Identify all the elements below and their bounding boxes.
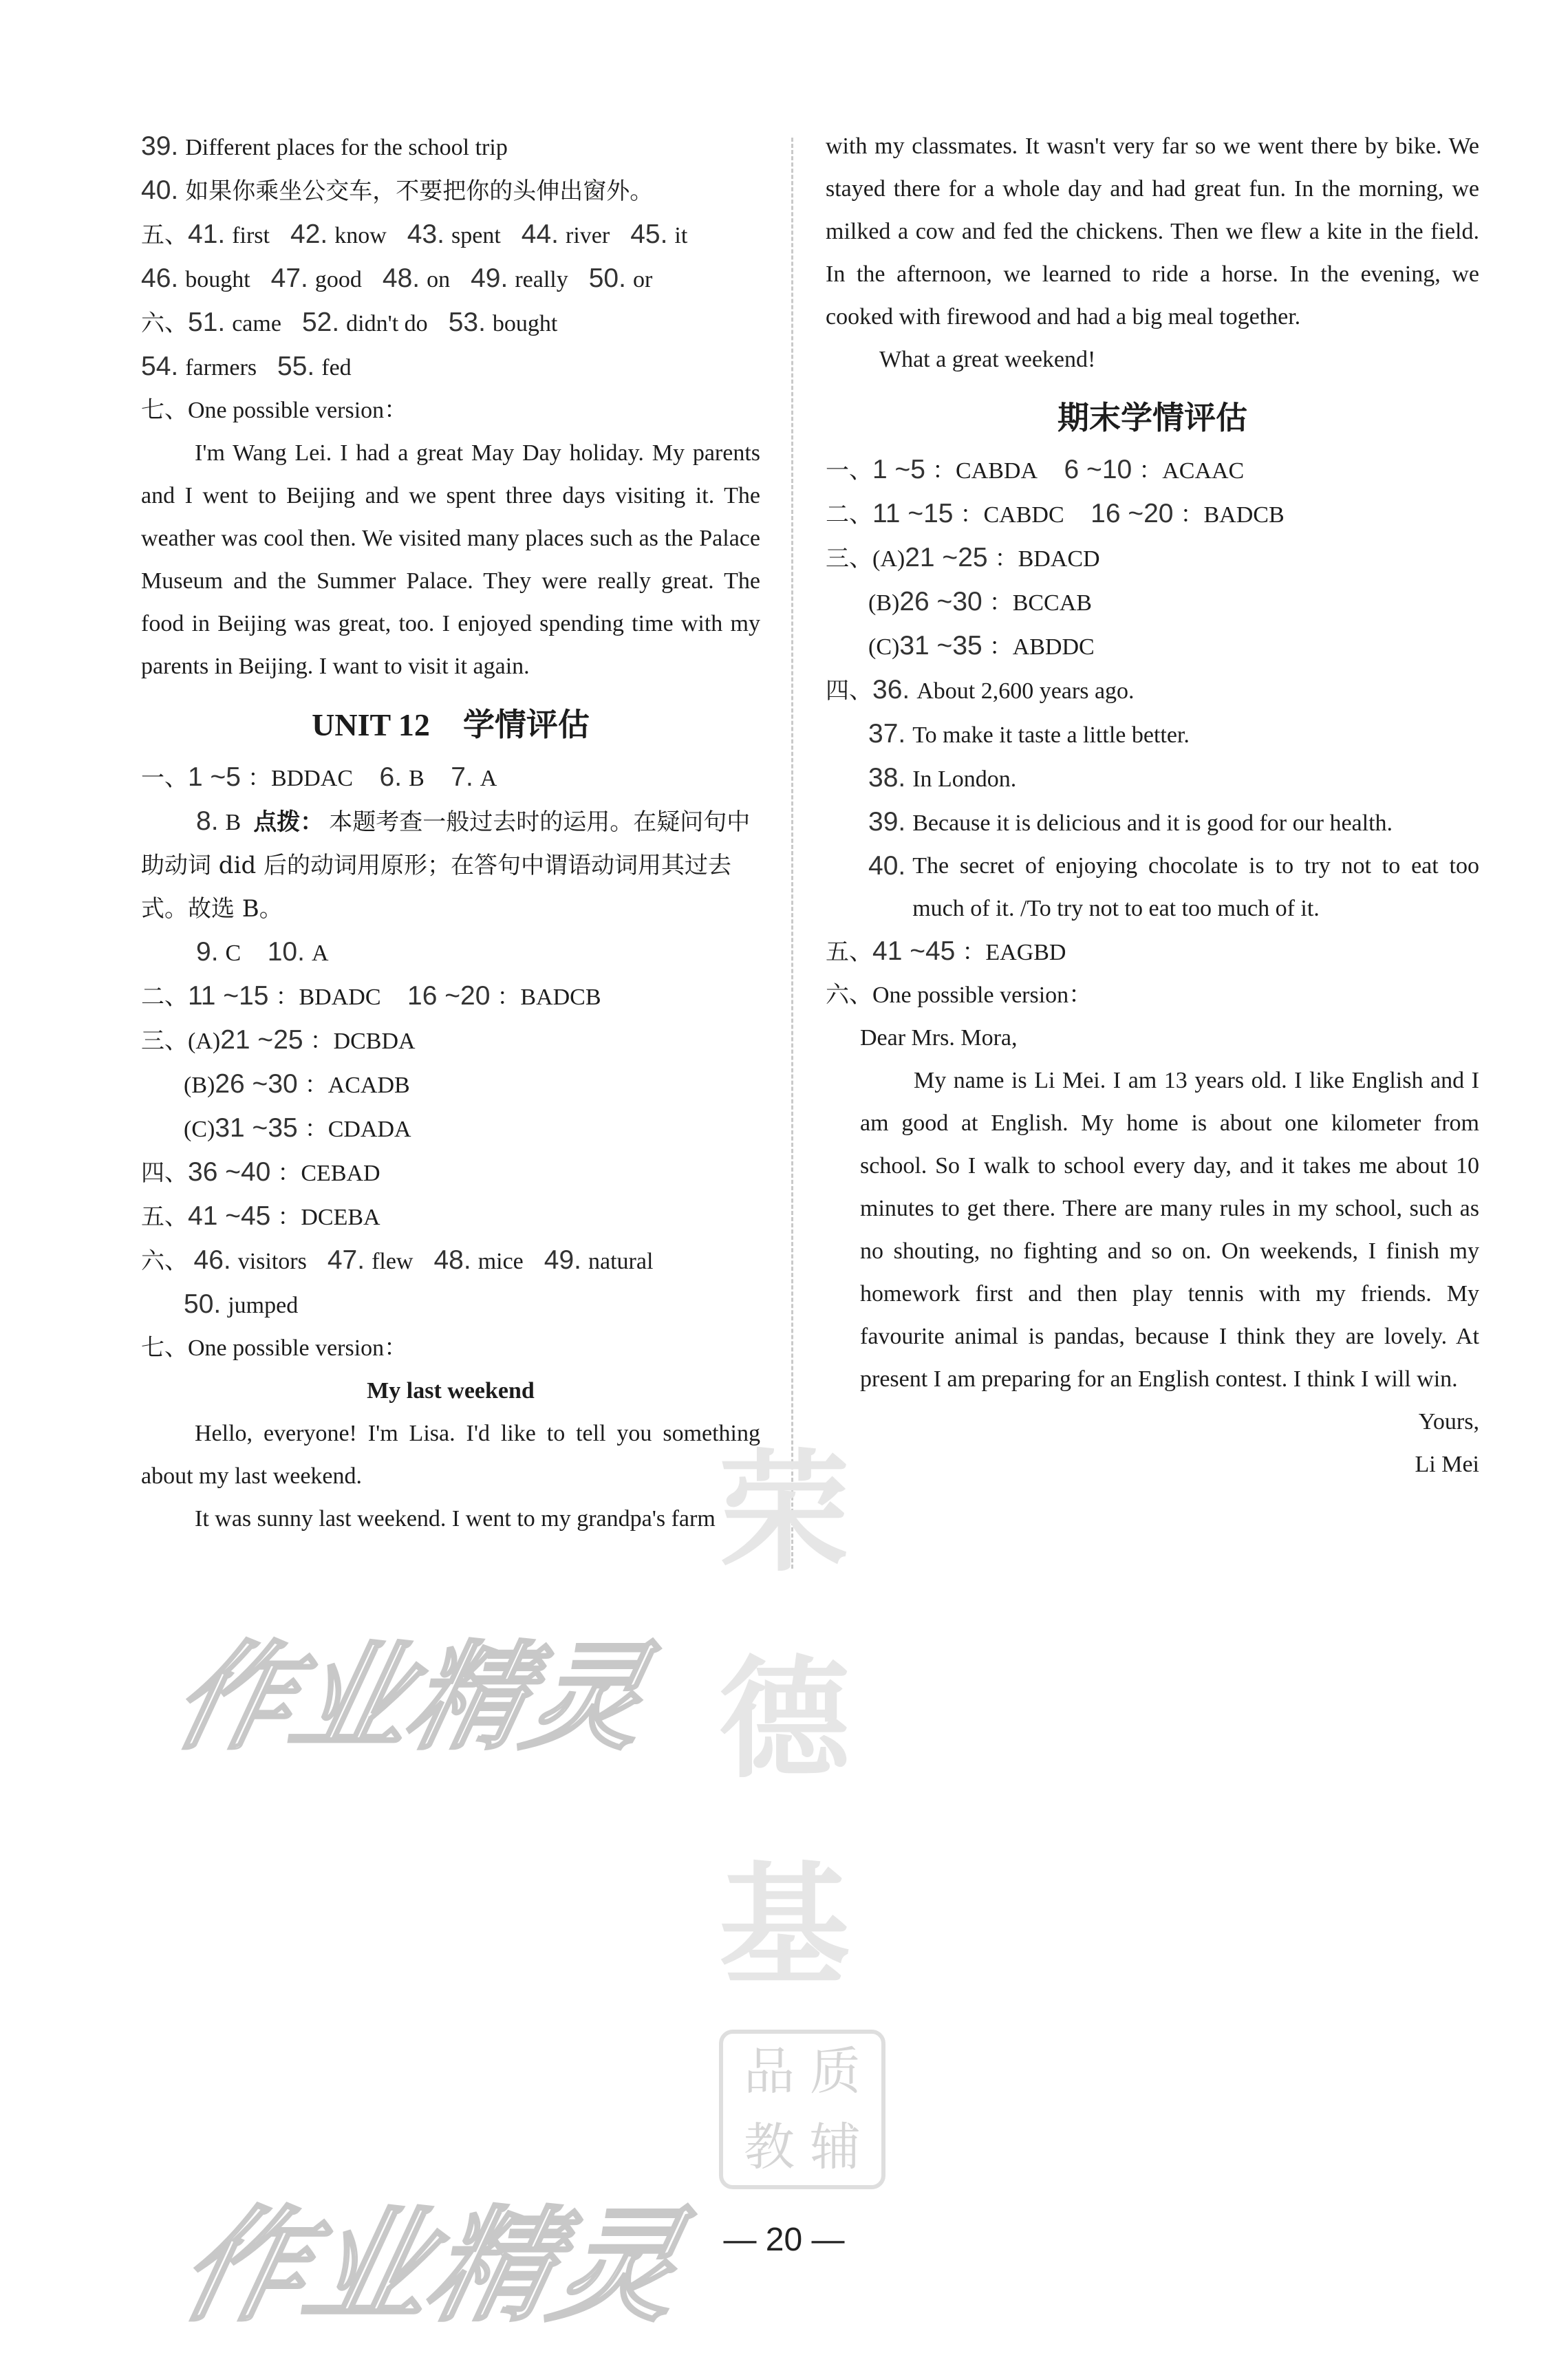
- section-7-label: 七、One possible version：: [141, 398, 408, 423]
- letter-greeting: Dear Mrs. Mora,: [860, 1025, 1018, 1051]
- right-column: [826, 125, 1479, 1486]
- essay-may-day: I'm Wang Lei. I had a great May Day holiday. My parents and I went to Beijing and we spent three days visiting it. The weather was cool then. We visited many places such as the Palace Museum and the Summer Palace. They were really great. The food in Beijing was great, too. I enjoyed spending time with my parents in Beijing. I want to visit it again.: [141, 440, 760, 679]
- u12-section-6: 六、 46. visitors 47. flew 48. mice 49. natural: [141, 1245, 654, 1275]
- final-section-1: 一、1 ~5 ：CABDA 6 ~10 ：ACAAC: [826, 455, 1245, 484]
- essay-weekend-end: What a great weekend!: [879, 347, 1096, 372]
- letter-signature: Li Mei: [1415, 1452, 1479, 1477]
- u12-section-4: 四、36 ~40 ：CEBAD: [141, 1157, 380, 1187]
- u12-q9-10: 9. C 10. A: [196, 937, 329, 967]
- letter-body: My name is Li Mei. I am 13 years old. I like English and I am good at English. My home is about one kilometer from school. So I walk to school every day, and it takes me about 10 minutes to get there. There are many rules in my school, such as no shouting, no fighting and so on. On weekends, I finish my homework first and then play tennis with my friends. My favourite animal is pandas, because I think they are lovely. At present I am preparing for an English contest. I think I will win.: [860, 1068, 1479, 1392]
- watermark-seal: 品 质 教 辅: [719, 2030, 885, 2189]
- u12-section-7-label: 七、One possible version：: [141, 1335, 408, 1361]
- answer-lines-unit11: [141, 125, 760, 389]
- essay-weekend-p1: Hello, everyone! I'm Lisa. I'd like to tell you something about my last weekend.: [141, 1421, 760, 1489]
- unit12-heading: [141, 703, 760, 746]
- final-q38: 38. In London.: [868, 763, 1017, 793]
- u12-section-2: 二、11 ~15 ：BDADC 16 ~20 ：BADCB: [141, 981, 601, 1011]
- final-section-5: 五、41 ~45 ：EAGBD: [826, 936, 1066, 966]
- u12-section-6-last: 50. jumped: [184, 1289, 299, 1319]
- final-section-6-label: 六、One possible version：: [826, 982, 1093, 1008]
- answer-line: 40. 如果你乘坐公交车，不要把你的头伸出窗外。: [141, 175, 654, 205]
- final-heading: 期末学情评估: [1057, 399, 1247, 436]
- essay-weekend-p2: It was sunny last weekend. I went to my grandpa's farm: [195, 1506, 716, 1532]
- final-q40: 40. The secret of enjoying chocolate is to try not to eat too much of it. /To try not to eat too much of it.: [868, 851, 1479, 921]
- answer-line: 39. Different places for the school trip: [141, 131, 508, 161]
- unit12-heading-text: 学情评估: [462, 706, 590, 743]
- u12-section-1: 一、1 ~5 ：BDDAC 6. B 7. A: [141, 762, 497, 792]
- watermark-vertical: 荣德基: [718, 1437, 850, 2002]
- u12-section-3a: 三、(A)21 ~25 ：DCBDA: [141, 1025, 416, 1055]
- answer-line: 54. farmers 55. fed: [141, 352, 352, 381]
- u12-section-3b: (B)26 ~30 ：ACADB: [184, 1069, 410, 1099]
- final-section-3a: 三、(A)21 ~25 ：BDACD: [826, 543, 1100, 572]
- u12-section-3c: (C)31 ~35 ：CDADA: [184, 1113, 411, 1143]
- u12-section-5: 五、41 ~45 ：DCEBA: [141, 1201, 380, 1231]
- unit12-heading-unit: UNIT 12: [312, 707, 430, 742]
- u12-q8-tip: 本题考查一般过去时的运用。在疑问句中助动词 did 后的动词用原形；在答句中谓语动词用其过去式。故选 B。: [141, 808, 751, 923]
- final-section-3c: (C)31 ~35 ：ABDDC: [868, 631, 1095, 660]
- u12-q8: 8. B 点拨： 本题考查一般过去时的运用。在疑问句中助动词 did 后的动词用原形；在答句中谓语动词用其过去式。故选 B。: [141, 806, 751, 923]
- answer-line: 六、51. came 52. didn't do 53. bought: [141, 308, 558, 337]
- final-section-2: 二、11 ~15 ：CABDC 16 ~20 ：BADCB: [826, 499, 1285, 528]
- answer-line: 五、41. first 42. know 43. spent 44. river 45. it: [141, 219, 688, 249]
- left-column: [141, 125, 760, 1540]
- letter-closing: Yours,: [1418, 1409, 1479, 1434]
- essay-weekend-continued: with my classmates. It wasn't very far so we went there by bike. We stayed there for a whole day and had great fun. In the morning, we milked a cow and fed the chickens. Then we flew a kite in the field. In the afternoon, we learned to ride a horse. In the evening, we cooked with firewood and had a big meal together.: [826, 133, 1479, 330]
- essay-title: My last weekend: [367, 1378, 535, 1404]
- answer-line: 46. bought 47. good 48. on 49. really 50. or: [141, 264, 653, 293]
- final-q36: 四、36. About 2,600 years ago.: [826, 675, 1135, 705]
- watermark-brand-bottom: 作业精灵: [168, 2195, 694, 2339]
- final-q39: 39. Because it is delicious and it is good for our health.: [868, 807, 1393, 837]
- column-divider: [791, 138, 793, 1569]
- final-q37: 37. To make it taste a little better.: [868, 719, 1190, 749]
- watermark-brand-top: 作业精灵: [162, 1630, 659, 1766]
- final-section-3b: (B)26 ~30 ：BCCAB: [868, 587, 1092, 616]
- page-number: — 20 —: [723, 2222, 845, 2258]
